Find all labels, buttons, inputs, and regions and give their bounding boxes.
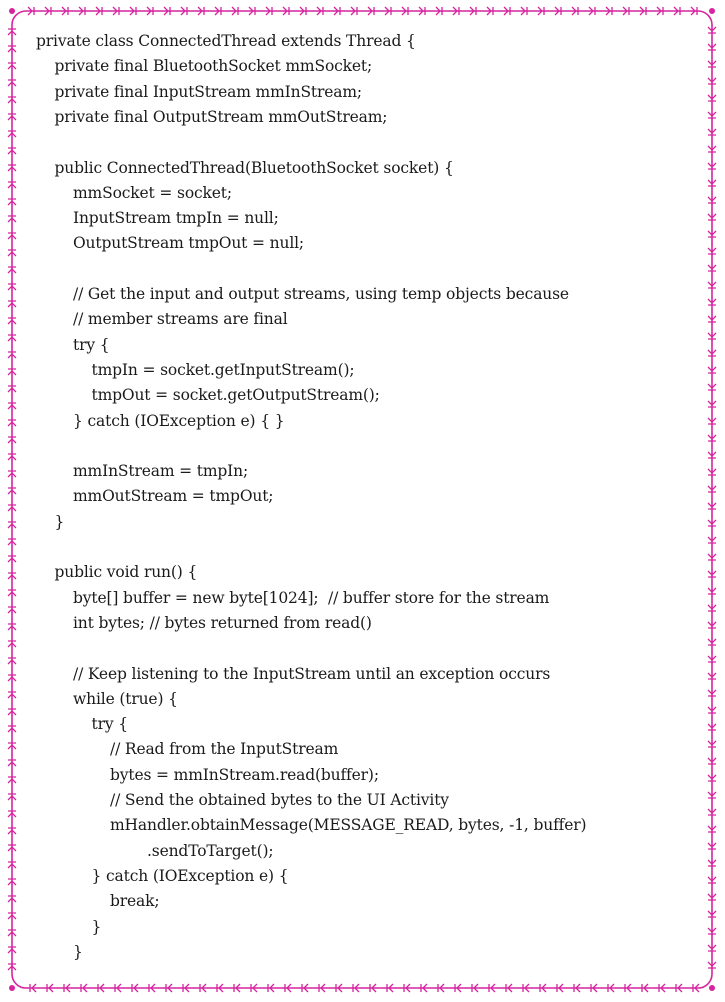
code-line: private class ConnectedThread extends Thread { — [36, 32, 416, 50]
code-line: // Keep listening to the InputStream until an exception occurs — [73, 664, 551, 683]
code-line: tmpOut = socket.getOutputStream(); — [91, 386, 380, 405]
code-line: .sendToTarget(); — [147, 841, 274, 860]
code-line: try { — [73, 335, 110, 354]
code-line: } catch (IOException e) { — [91, 866, 289, 885]
code-line: int bytes; // bytes returned from read() — [73, 613, 372, 632]
code-line: while (true) { — [73, 689, 178, 708]
code-line: } — [91, 917, 102, 936]
code-line: mmInStream = tmpIn; — [73, 462, 249, 481]
code-line: public ConnectedThread(BluetoothSocket socket) { — [54, 158, 454, 177]
code-line: OutputStream tmpOut = null; — [73, 234, 305, 253]
code-line: byte[] buffer = new byte[1024]; // buffer store for the stream — [73, 588, 550, 607]
code-line: public void run() { — [54, 563, 198, 582]
code-line: } — [54, 512, 65, 531]
code-line: try { — [91, 715, 128, 734]
code-line: mmSocket = socket; — [73, 183, 232, 202]
code-line: // member streams are final — [73, 310, 288, 329]
code-line: InputStream tmpIn = null; — [73, 209, 279, 228]
code-line: private final BluetoothSocket mmSocket; — [54, 57, 373, 76]
code-line: mmOutStream = tmpOut; — [73, 487, 274, 506]
code-line: tmpIn = socket.getInputStream(); — [91, 360, 355, 379]
code-line: break; — [110, 892, 160, 911]
code-line: // Send the obtained bytes to the UI Activity — [110, 791, 449, 809]
code-line: mHandler.obtainMessage(MESSAGE_READ, bytes, -1, buffer) — [110, 816, 587, 835]
code-line: private final OutputStream mmOutStream; — [54, 107, 388, 126]
code-line: } — [73, 942, 83, 961]
code-line: // Read from the InputStream — [110, 740, 339, 759]
code-line: // Get the input and output streams, using temp objects because — [73, 285, 569, 303]
code-line: bytes = mmInStream.read(buffer); — [110, 765, 379, 784]
code-line: private final InputStream mmInStream; — [54, 82, 362, 101]
code-line: } catch (IOException e) { } — [73, 411, 285, 430]
